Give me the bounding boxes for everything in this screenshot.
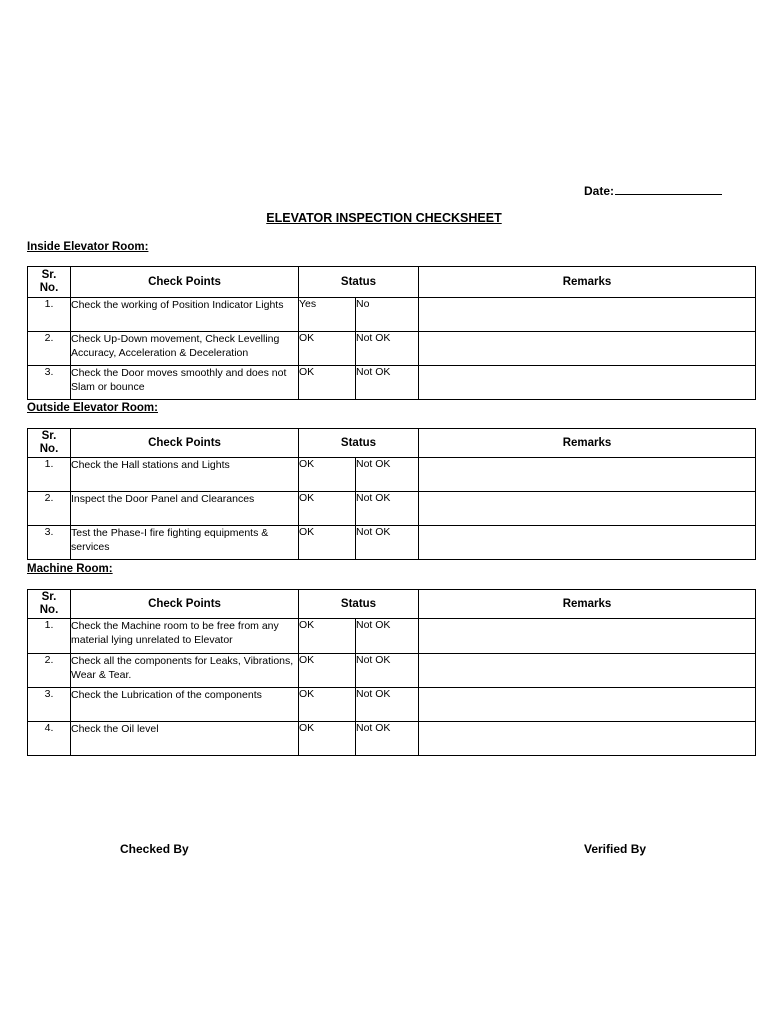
check-point-text: Check all the components for Leaks, Vibrations, Wear & Tear. bbox=[71, 654, 299, 688]
remarks-cell[interactable] bbox=[419, 332, 756, 366]
header-sr-line1: Sr. bbox=[41, 591, 57, 603]
row-number: 3. bbox=[28, 526, 71, 560]
row-number: 3. bbox=[28, 366, 71, 400]
date-blank-line[interactable] bbox=[615, 182, 722, 195]
date-label: Date: bbox=[584, 184, 615, 198]
header-check-points: Check Points bbox=[71, 590, 299, 619]
remarks-cell[interactable] bbox=[419, 722, 756, 756]
check-point-text: Inspect the Door Panel and Clearances bbox=[71, 492, 299, 526]
status-option-positive[interactable]: OK bbox=[299, 619, 356, 654]
status-option-negative[interactable]: Not OK bbox=[356, 688, 419, 722]
remarks-cell[interactable] bbox=[419, 619, 756, 654]
table-row bbox=[28, 492, 756, 526]
header-check-points: Check Points bbox=[71, 267, 299, 298]
check-point-text: Check the Door moves smoothly and does not Slam or bounce bbox=[71, 366, 299, 400]
table-row bbox=[28, 366, 756, 400]
status-option-positive[interactable]: OK bbox=[299, 654, 356, 688]
table-row bbox=[28, 722, 756, 756]
checked-by-label: Checked By bbox=[120, 842, 189, 856]
table-row bbox=[28, 688, 756, 722]
check-point-text: Check the Lubrication of the components bbox=[71, 688, 299, 722]
document-title: ELEVATOR INSPECTION CHECKSHEET bbox=[266, 211, 502, 225]
status-option-negative[interactable]: No bbox=[356, 298, 419, 332]
check-point-text: Check Up-Down movement, Check Levelling Accuracy, Acceleration & Deceleration bbox=[71, 332, 299, 366]
status-option-positive[interactable]: OK bbox=[299, 366, 356, 400]
header-remarks: Remarks bbox=[419, 590, 756, 619]
status-option-negative[interactable]: Not OK bbox=[356, 654, 419, 688]
checklist-table bbox=[27, 266, 756, 400]
row-number: 1. bbox=[28, 458, 71, 492]
section-label: Machine Room: bbox=[27, 563, 113, 575]
status-option-positive[interactable]: OK bbox=[299, 492, 356, 526]
remarks-cell[interactable] bbox=[419, 298, 756, 332]
status-option-positive[interactable]: Yes bbox=[299, 298, 356, 332]
status-option-negative[interactable]: Not OK bbox=[356, 619, 419, 654]
check-point-text: Check the Machine room to be free from any material lying unrelated to Elevator bbox=[71, 619, 299, 654]
verified-by-label: Verified By bbox=[584, 842, 647, 856]
table-header-row bbox=[28, 429, 756, 458]
header-sr-line2: No. bbox=[39, 282, 59, 294]
status-option-positive[interactable]: OK bbox=[299, 458, 356, 492]
table-header-row bbox=[28, 267, 756, 298]
row-number: 4. bbox=[28, 722, 71, 756]
header-sr-line1: Sr. bbox=[41, 269, 57, 281]
check-point-text: Test the Phase-I fire fighting equipments & services bbox=[71, 526, 299, 560]
table-row bbox=[28, 619, 756, 654]
checklist-table bbox=[27, 589, 756, 756]
status-option-negative[interactable]: Not OK bbox=[356, 722, 419, 756]
status-option-positive[interactable]: OK bbox=[299, 688, 356, 722]
table-row bbox=[28, 458, 756, 492]
header-sr-line1: Sr. bbox=[41, 430, 57, 442]
status-option-positive[interactable]: OK bbox=[299, 526, 356, 560]
header-sr-no bbox=[28, 267, 71, 298]
status-option-negative[interactable]: Not OK bbox=[356, 492, 419, 526]
row-number: 3. bbox=[28, 688, 71, 722]
table-row bbox=[28, 526, 756, 560]
status-option-positive[interactable]: OK bbox=[299, 722, 356, 756]
date-field bbox=[584, 182, 722, 198]
row-number: 2. bbox=[28, 492, 71, 526]
table-row bbox=[28, 332, 756, 366]
row-number: 2. bbox=[28, 654, 71, 688]
header-sr-line2: No. bbox=[39, 443, 59, 455]
remarks-cell[interactable] bbox=[419, 366, 756, 400]
check-point-text: Check the Oil level bbox=[71, 722, 299, 756]
check-point-text: Check the working of Position Indicator Lights bbox=[71, 298, 299, 332]
status-option-negative[interactable]: Not OK bbox=[356, 526, 419, 560]
remarks-cell[interactable] bbox=[419, 458, 756, 492]
header-sr-line2: No. bbox=[39, 604, 59, 616]
status-option-negative[interactable]: Not OK bbox=[356, 458, 419, 492]
row-number: 1. bbox=[28, 619, 71, 654]
checklist-table bbox=[27, 428, 756, 560]
header-status: Status bbox=[299, 590, 419, 619]
section-label: Outside Elevator Room: bbox=[27, 402, 158, 414]
status-option-positive[interactable]: OK bbox=[299, 332, 356, 366]
header-remarks: Remarks bbox=[419, 267, 756, 298]
section-label: Inside Elevator Room: bbox=[27, 241, 149, 253]
row-number: 1. bbox=[28, 298, 71, 332]
status-option-negative[interactable]: Not OK bbox=[356, 332, 419, 366]
header-sr-no bbox=[28, 429, 71, 458]
status-option-negative[interactable]: Not OK bbox=[356, 366, 419, 400]
remarks-cell[interactable] bbox=[419, 654, 756, 688]
header-remarks: Remarks bbox=[419, 429, 756, 458]
table-row bbox=[28, 654, 756, 688]
remarks-cell[interactable] bbox=[419, 492, 756, 526]
table-row bbox=[28, 298, 756, 332]
row-number: 2. bbox=[28, 332, 71, 366]
check-point-text: Check the Hall stations and Lights bbox=[71, 458, 299, 492]
remarks-cell[interactable] bbox=[419, 688, 756, 722]
remarks-cell[interactable] bbox=[419, 526, 756, 560]
header-sr-no bbox=[28, 590, 71, 619]
header-check-points: Check Points bbox=[71, 429, 299, 458]
header-status: Status bbox=[299, 267, 419, 298]
header-status: Status bbox=[299, 429, 419, 458]
table-header-row bbox=[28, 590, 756, 619]
